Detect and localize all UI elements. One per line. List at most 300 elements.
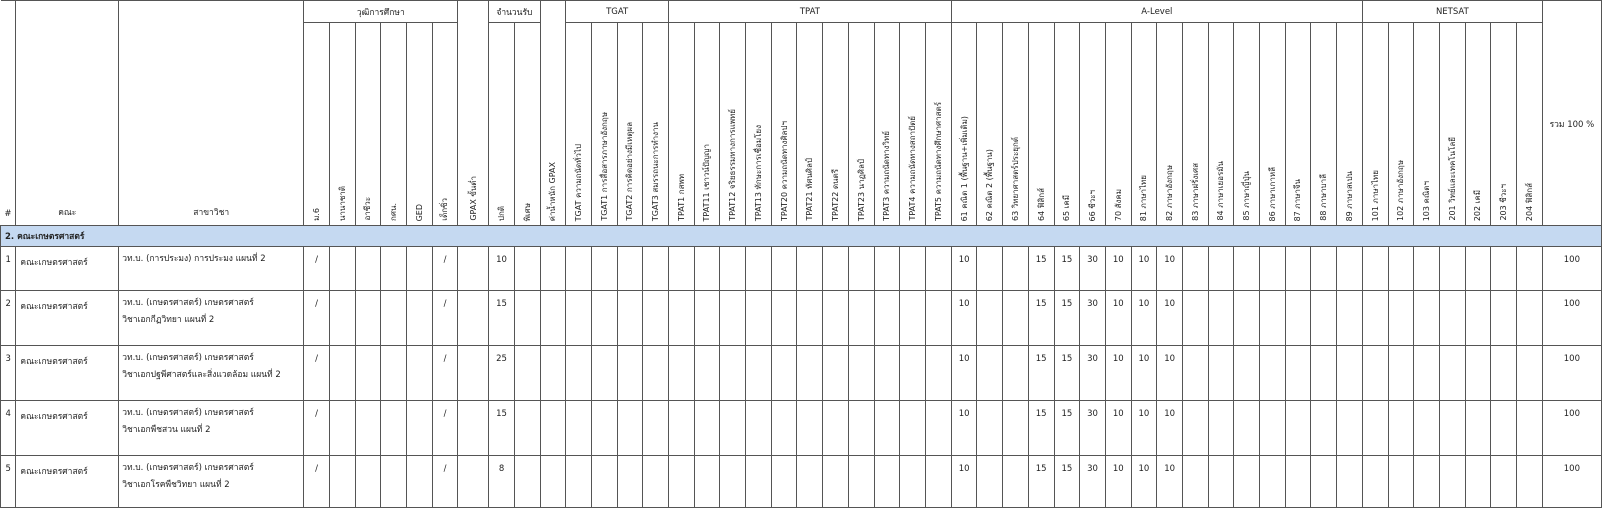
col-tpat-6: TPAT22 ดนตรี [830, 169, 840, 221]
cell-empty [1285, 346, 1311, 401]
cell-empty [458, 291, 489, 346]
row-major [119, 401, 304, 456]
cell-a65: 15 [1028, 401, 1054, 456]
cell-a82: 10 [1131, 456, 1157, 508]
cell-empty [977, 456, 1003, 508]
cell-empty [458, 247, 489, 291]
cell-empty [1003, 291, 1029, 346]
table-row [1, 346, 1602, 401]
cell-empty [1491, 346, 1517, 401]
cell-empty [1491, 291, 1517, 346]
group-tgat: TGAT [566, 1, 669, 23]
cell-empty [1517, 291, 1543, 346]
col-tpat-4: TPAT20 ความถนัดทางศิลปฯ [779, 121, 789, 221]
cell-empty [1440, 247, 1466, 291]
cell-empty [848, 346, 874, 401]
row-major [119, 346, 304, 401]
row-num: 2 [1, 291, 16, 346]
cell-a82: 10 [1131, 291, 1157, 346]
cell-empty [514, 401, 540, 456]
cell-empty [848, 291, 874, 346]
cell-empty [1208, 401, 1234, 456]
cell-empty [977, 291, 1003, 346]
cell-empty [1182, 247, 1208, 291]
cell-a61: 10 [951, 346, 977, 401]
cell-empty [746, 401, 772, 456]
cell-sew: / [432, 401, 458, 456]
cell-empty [540, 247, 566, 291]
cell-empty [1260, 346, 1286, 401]
col-tpat-1: TPAT11 เชาวน์ปัญญา [702, 143, 712, 221]
row-num: 4 [1, 401, 16, 456]
cell-empty [694, 291, 720, 346]
col-netsat-5: 203 ชีวะฯ [1499, 184, 1509, 221]
cell-empty [514, 346, 540, 401]
cell-empty [720, 401, 746, 456]
col-qual-1: นานาชาติ [337, 185, 347, 221]
cell-empty [381, 291, 407, 346]
cell-empty [720, 456, 746, 508]
col-alevel-13: 87 ภาษาจีน [1293, 178, 1303, 221]
cell-empty [1491, 456, 1517, 508]
cell-empty [797, 291, 823, 346]
group-intake: จำนวนรับ [489, 1, 540, 23]
col-alevel-15: 89 ภาษาสเปน [1344, 170, 1354, 221]
cell-empty [669, 291, 695, 346]
cell-empty [329, 456, 355, 508]
cell-a66: 15 [1054, 247, 1080, 291]
cell-empty [1388, 346, 1414, 401]
col-netsat-4: 202 เคมี [1473, 189, 1483, 221]
cell-empty [1260, 401, 1286, 456]
cell-sew: / [432, 456, 458, 508]
cell-empty [381, 401, 407, 456]
cell-empty [1465, 346, 1491, 401]
row-major [119, 291, 304, 346]
cell-m6: / [304, 456, 330, 508]
cell-empty [1182, 346, 1208, 401]
cell-empty [1260, 456, 1286, 508]
cell-empty [1337, 247, 1363, 291]
cell-empty [1337, 291, 1363, 346]
cell-empty [1234, 247, 1260, 291]
cell-empty [669, 346, 695, 401]
cell-empty [925, 247, 951, 291]
col-tpat-10: TPAT5 ความถนัดทางศึกษาศาสตร์ [933, 102, 943, 221]
cell-m6: / [304, 346, 330, 401]
col-alevel-5: 66 ชีวะฯ [1087, 189, 1097, 221]
cell-empty [977, 401, 1003, 456]
cell-m6: / [304, 247, 330, 291]
cell-empty [1311, 346, 1337, 401]
row-major [119, 247, 304, 291]
cell-empty [1003, 456, 1029, 508]
col-alevel-4: 65 เคมี [1062, 194, 1072, 221]
cell-empty [1003, 247, 1029, 291]
cell-a82: 10 [1131, 247, 1157, 291]
cell-empty [566, 247, 592, 291]
cell-a70: 30 [1080, 247, 1106, 291]
cell-empty [771, 456, 797, 508]
row-faculty: คณะเกษตรศาสตร์ [16, 456, 119, 508]
cell-empty [874, 401, 900, 456]
cell-a61: 10 [951, 401, 977, 456]
cell-empty [874, 346, 900, 401]
cell-m6: / [304, 291, 330, 346]
cell-empty [1208, 247, 1234, 291]
cell-a81: 10 [1105, 346, 1131, 401]
cell-empty [406, 401, 432, 456]
table-row [1, 456, 1602, 508]
row-num: 3 [1, 346, 16, 401]
cell-empty [1517, 456, 1543, 508]
major-line-1: วท.บ. (เกษตรศาสตร์) เกษตรศาสตร์ [122, 408, 254, 418]
col-tpat-9: TPAT4 ความถนัดทางสถาปัตย์ [907, 116, 917, 221]
cell-empty [823, 247, 849, 291]
cell-empty [617, 456, 643, 508]
cell-empty [1337, 456, 1363, 508]
col-netsat-1: 102 ภาษาอังกฤษ [1396, 159, 1406, 221]
cell-empty [1362, 401, 1388, 456]
cell-empty [617, 401, 643, 456]
col-netsat-2: 103 คณิตฯ [1422, 180, 1432, 221]
cell-sew: / [432, 247, 458, 291]
cell-empty [458, 346, 489, 401]
cell-empty [874, 291, 900, 346]
col-tpat-2: TPAT12 จริยธรรมทางการแพทย์ [728, 109, 738, 221]
table-row [1, 247, 1602, 291]
cell-empty [329, 291, 355, 346]
cell-empty [1440, 346, 1466, 401]
cell-empty [643, 346, 669, 401]
cell-empty [823, 346, 849, 401]
cell-empty [381, 247, 407, 291]
cell-empty [1003, 346, 1029, 401]
col-tpat-0: TPAT1 กสพท [676, 174, 686, 221]
major-line-2: วิชาเอกปฐพีศาสตร์และสิ่งแวดล้อม แผนที่ 2 [122, 370, 281, 380]
cell-empty [458, 401, 489, 456]
col-tpat-7: TPAT23 นาฏศิลป์ [856, 158, 866, 221]
cell-empty [797, 456, 823, 508]
col-qual-0: ม.6 [311, 208, 321, 221]
cell-empty [591, 401, 617, 456]
cell-empty [1388, 401, 1414, 456]
cell-a66: 15 [1054, 456, 1080, 508]
cell-empty [1285, 456, 1311, 508]
cell-empty [1362, 456, 1388, 508]
group-tpat: TPAT [669, 1, 952, 23]
col-alevel-3: 64 ฟิสิกส์ [1036, 188, 1046, 221]
col-major: สาขาวิชา [193, 208, 230, 218]
cell-empty [643, 247, 669, 291]
cell-a83: 10 [1157, 247, 1183, 291]
cell-empty [1311, 456, 1337, 508]
cell-empty [1440, 456, 1466, 508]
col-gpax-min: GPAX ขั้นต่ำ [468, 176, 478, 221]
col-netsat-6: 204 ฟิสิกส์ [1524, 182, 1534, 221]
cell-empty [746, 346, 772, 401]
cell-empty [1260, 247, 1286, 291]
cell-total: 100 [1542, 346, 1601, 401]
cell-total: 100 [1542, 291, 1601, 346]
cell-empty [1388, 247, 1414, 291]
cell-a83: 10 [1157, 401, 1183, 456]
cell-empty [1465, 247, 1491, 291]
cell-a81: 10 [1105, 291, 1131, 346]
cell-empty [1260, 291, 1286, 346]
cell-empty [1465, 291, 1491, 346]
cell-empty [329, 401, 355, 456]
cell-empty [355, 346, 381, 401]
cell-empty [797, 247, 823, 291]
cell-empty [900, 247, 926, 291]
cell-empty [771, 401, 797, 456]
cell-empty [1517, 346, 1543, 401]
col-qual-2: อาชีวะ [363, 197, 373, 221]
cell-empty [1285, 401, 1311, 456]
cell-empty [746, 456, 772, 508]
cell-empty [1362, 346, 1388, 401]
cell-empty [1337, 346, 1363, 401]
cell-empty [1517, 401, 1543, 456]
cell-empty [823, 456, 849, 508]
col-intake-normal: ปกติ [496, 205, 506, 221]
cell-empty [406, 291, 432, 346]
cell-a70: 30 [1080, 346, 1106, 401]
cell-empty [1208, 291, 1234, 346]
cell-empty [355, 401, 381, 456]
col-gpax-weight: ค่าน้ำหนัก GPAX [548, 161, 558, 221]
col-tgat-2: TGAT2 การคิดอย่างมีเหตุผล [625, 122, 635, 221]
cell-empty [540, 346, 566, 401]
cell-empty [355, 291, 381, 346]
cell-empty [1414, 346, 1440, 401]
cell-empty [900, 456, 926, 508]
cell-empty [797, 346, 823, 401]
col-tgat-1: TGAT1 การสื่อสารภาษาอังกฤษ [599, 112, 609, 221]
cell-empty [848, 456, 874, 508]
table-row [1, 401, 1602, 456]
cell-empty [694, 401, 720, 456]
cell-empty [1182, 401, 1208, 456]
cell-empty [720, 346, 746, 401]
major-line-2: วิชาเอกกีฏวิทยา แผนที่ 2 [122, 315, 215, 325]
cell-empty [1440, 401, 1466, 456]
cell-a83: 10 [1157, 291, 1183, 346]
cell-empty [1337, 401, 1363, 456]
cell-empty [381, 456, 407, 508]
cell-a66: 15 [1054, 346, 1080, 401]
cell-empty [566, 456, 592, 508]
cell-a61: 10 [951, 247, 977, 291]
cell-empty [591, 456, 617, 508]
cell-total: 100 [1542, 456, 1601, 508]
row-num: 5 [1, 456, 16, 508]
cell-empty [900, 346, 926, 401]
cell-empty [1388, 291, 1414, 346]
cell-normal: 25 [489, 346, 515, 401]
cell-empty [1285, 247, 1311, 291]
col-tpat-3: TPAT13 ทักษะการเชื่อมโยง [753, 124, 763, 221]
cell-empty [797, 401, 823, 456]
cell-empty [329, 346, 355, 401]
col-alevel-14: 88 ภาษาบาลี [1319, 174, 1329, 221]
cell-empty [669, 247, 695, 291]
col-qual-4: GED [414, 203, 424, 221]
cell-empty [591, 247, 617, 291]
col-alevel-1: 62 คณิต 2 (พื้นฐาน) [985, 148, 995, 221]
major-line-2: วิชาเอกโรคพืชวิทยา แผนที่ 2 [122, 480, 230, 490]
cell-empty [1362, 291, 1388, 346]
cell-m6: / [304, 401, 330, 456]
col-netsat-3: 201 วิทย์และเทคโนโลยี [1447, 137, 1457, 221]
cell-empty [355, 247, 381, 291]
cell-empty [566, 291, 592, 346]
cell-empty [823, 401, 849, 456]
cell-empty [771, 291, 797, 346]
cell-empty [848, 247, 874, 291]
cell-empty [669, 456, 695, 508]
cell-sew: / [432, 291, 458, 346]
col-alevel-7: 81 ภาษาไทย [1139, 174, 1149, 221]
cell-normal: 15 [489, 291, 515, 346]
col-num: # [4, 209, 12, 219]
cell-empty [720, 291, 746, 346]
cell-a66: 15 [1054, 401, 1080, 456]
cell-sew: / [432, 346, 458, 401]
cell-a65: 15 [1028, 456, 1054, 508]
col-alevel-0: 61 คณิต 1 (พื้นฐาน+เพิ่มเติม) [959, 115, 969, 221]
cell-empty [1285, 291, 1311, 346]
section-row [1, 226, 1602, 247]
cell-a81: 10 [1105, 456, 1131, 508]
cell-a70: 30 [1080, 291, 1106, 346]
cell-empty [925, 456, 951, 508]
cell-empty [514, 247, 540, 291]
cell-a81: 10 [1105, 247, 1131, 291]
column-header-row [1, 23, 1602, 226]
cell-empty [1414, 247, 1440, 291]
cell-empty [514, 456, 540, 508]
cell-empty [643, 401, 669, 456]
col-alevel-9: 83 ภาษาฝรั่งเศส [1190, 163, 1200, 221]
cell-empty [669, 401, 695, 456]
cell-empty [977, 346, 1003, 401]
row-faculty: คณะเกษตรศาสตร์ [16, 346, 119, 401]
row-num: 1 [1, 247, 16, 291]
cell-empty [1440, 291, 1466, 346]
cell-empty [1311, 291, 1337, 346]
cell-empty [1465, 401, 1491, 456]
cell-empty [1182, 291, 1208, 346]
major-line-1: วท.บ. (เกษตรศาสตร์) เกษตรศาสตร์ [122, 298, 254, 308]
cell-empty [1491, 401, 1517, 456]
cell-empty [1182, 456, 1208, 508]
cell-empty [874, 247, 900, 291]
col-total: รวม 100 % [1549, 119, 1595, 130]
col-intake-special: พิเศษ [522, 202, 532, 221]
cell-empty [848, 401, 874, 456]
cell-empty [874, 456, 900, 508]
col-alevel-11: 85 ภาษาญี่ปุ่น [1242, 171, 1252, 221]
cell-empty [643, 456, 669, 508]
cell-empty [540, 456, 566, 508]
cell-empty [1208, 346, 1234, 401]
group-alevel: A-Level [951, 1, 1362, 23]
cell-empty [617, 291, 643, 346]
col-qual-3: กศน. [389, 203, 399, 221]
col-alevel-8: 82 ภาษาอังกฤษ [1165, 165, 1175, 221]
cell-empty [1414, 291, 1440, 346]
section-title: 2. คณะเกษตรศาสตร์ [1, 226, 1602, 247]
col-tgat-3: TGAT3 สมรรถนะการทำงาน [651, 121, 661, 221]
cell-empty [591, 346, 617, 401]
major-line-1: วท.บ. (เกษตรศาสตร์) เกษตรศาสตร์ [122, 463, 254, 473]
row-faculty: คณะเกษตรศาสตร์ [16, 401, 119, 456]
cell-empty [1362, 247, 1388, 291]
cell-total: 100 [1542, 247, 1601, 291]
cell-empty [514, 291, 540, 346]
col-netsat-0: 101 ภาษาไทย [1370, 169, 1380, 221]
col-alevel-12: 86 ภาษาเกาหลี [1267, 166, 1277, 221]
cell-empty [1234, 346, 1260, 401]
cell-empty [746, 247, 772, 291]
cell-empty [1491, 247, 1517, 291]
cell-a65: 15 [1028, 346, 1054, 401]
cell-empty [823, 291, 849, 346]
group-netsat: NETSAT [1362, 1, 1542, 23]
cell-a83: 10 [1157, 346, 1183, 401]
cell-a81: 10 [1105, 401, 1131, 456]
group-qualification: วุฒิการศึกษา [304, 1, 458, 23]
cell-empty [1414, 456, 1440, 508]
cell-empty [694, 247, 720, 291]
major-line-1: วท.บ. (เกษตรศาสตร์) เกษตรศาสตร์ [122, 353, 254, 363]
cell-empty [1234, 401, 1260, 456]
major-line-1: วท.บ. (การประมง) การประมง แผนที่ 2 [122, 254, 266, 264]
cell-empty [900, 401, 926, 456]
cell-empty [1208, 456, 1234, 508]
cell-normal: 15 [489, 401, 515, 456]
cell-empty [381, 346, 407, 401]
cell-a70: 30 [1080, 456, 1106, 508]
cell-a65: 15 [1028, 247, 1054, 291]
cell-empty [694, 456, 720, 508]
cell-empty [591, 291, 617, 346]
cell-empty [540, 291, 566, 346]
cell-total: 100 [1542, 401, 1601, 456]
cell-empty [720, 247, 746, 291]
cell-empty [1388, 456, 1414, 508]
cell-empty [925, 401, 951, 456]
table-row [1, 291, 1602, 346]
cell-empty [617, 247, 643, 291]
cell-empty [1311, 247, 1337, 291]
cell-empty [977, 247, 1003, 291]
row-faculty: คณะเกษตรศาสตร์ [16, 247, 119, 291]
cell-empty [406, 247, 432, 291]
col-alevel-2: 63 วิทยาศาสตร์ประยุกต์ [1010, 136, 1020, 221]
cell-empty [900, 291, 926, 346]
cell-empty [746, 291, 772, 346]
cell-empty [925, 346, 951, 401]
cell-empty [406, 456, 432, 508]
col-tpat-5: TPAT21 ทัศนศิลป์ [805, 158, 815, 221]
cell-a82: 10 [1131, 401, 1157, 456]
cell-empty [406, 346, 432, 401]
cell-empty [458, 456, 489, 508]
cell-empty [540, 401, 566, 456]
